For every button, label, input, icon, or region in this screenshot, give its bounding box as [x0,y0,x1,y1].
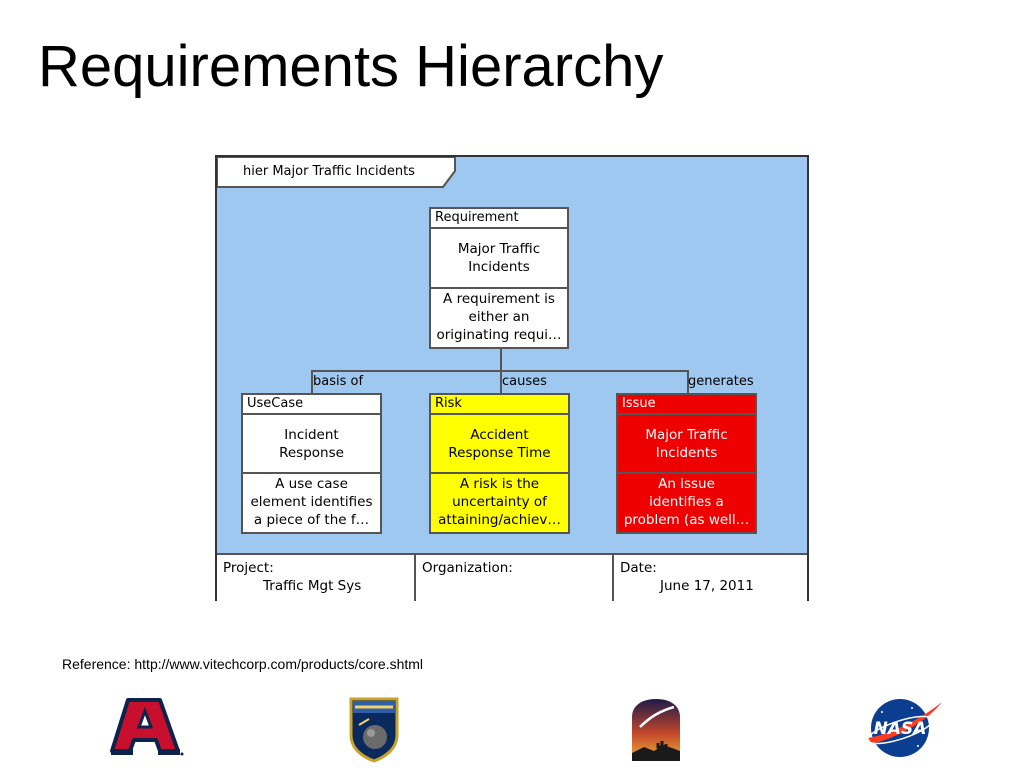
connector-root-stem [500,347,502,371]
osiris-rex-mission-patch [345,695,403,763]
lunar-planetary-lab-logo [630,697,682,763]
hierarchy-diagram [215,155,809,601]
title-block [217,553,807,601]
university-of-arizona-logo [108,697,184,759]
risk-node[interactable] [429,393,570,534]
project-cell [217,555,414,601]
relation-basis-of: basis of [313,374,364,389]
reference-link[interactable]: Reference: http://www.vitechcorp.com/products/core.shtml [62,656,424,672]
node-name: Accident Response Time [431,415,568,474]
slide-title: Requirements Hierarchy [38,34,664,99]
date-value: June 17, 2011 [660,578,754,594]
node-name: Major Traffic Incidents [431,229,567,289]
date-cell [612,555,807,601]
node-description: A use case element identifies a piece of the f… [250,476,373,528]
node-type-label: Risk [431,395,568,415]
node-name: Major Traffic Incidents [618,415,755,474]
project-label: Project: [223,560,274,576]
nasa-logo-wordmark: NASA [873,719,927,739]
relation-causes: causes [502,374,547,389]
relation-generates: generates [688,374,754,389]
usecase-node[interactable] [241,393,382,534]
node-type-label: Requirement [431,209,567,229]
nasa-logo [862,696,946,760]
node-type-label: UseCase [243,395,380,415]
issue-node[interactable] [616,393,757,534]
node-description: A requirement is either an originating requi… [436,291,562,343]
node-type-label: Issue [618,395,755,415]
organization-cell [414,555,612,601]
date-label: Date: [620,560,657,576]
requirement-node[interactable] [429,207,569,349]
node-name: Incident Response [243,415,380,474]
organization-label: Organization: [422,560,513,576]
node-description: An issue identifies a problem (as well… [623,476,750,528]
diagram-frame-label: hier Major Traffic Incidents [243,164,415,179]
project-value: Traffic Mgt Sys [263,578,362,594]
node-description: A risk is the uncertainty of attaining/achiev… [438,476,561,528]
